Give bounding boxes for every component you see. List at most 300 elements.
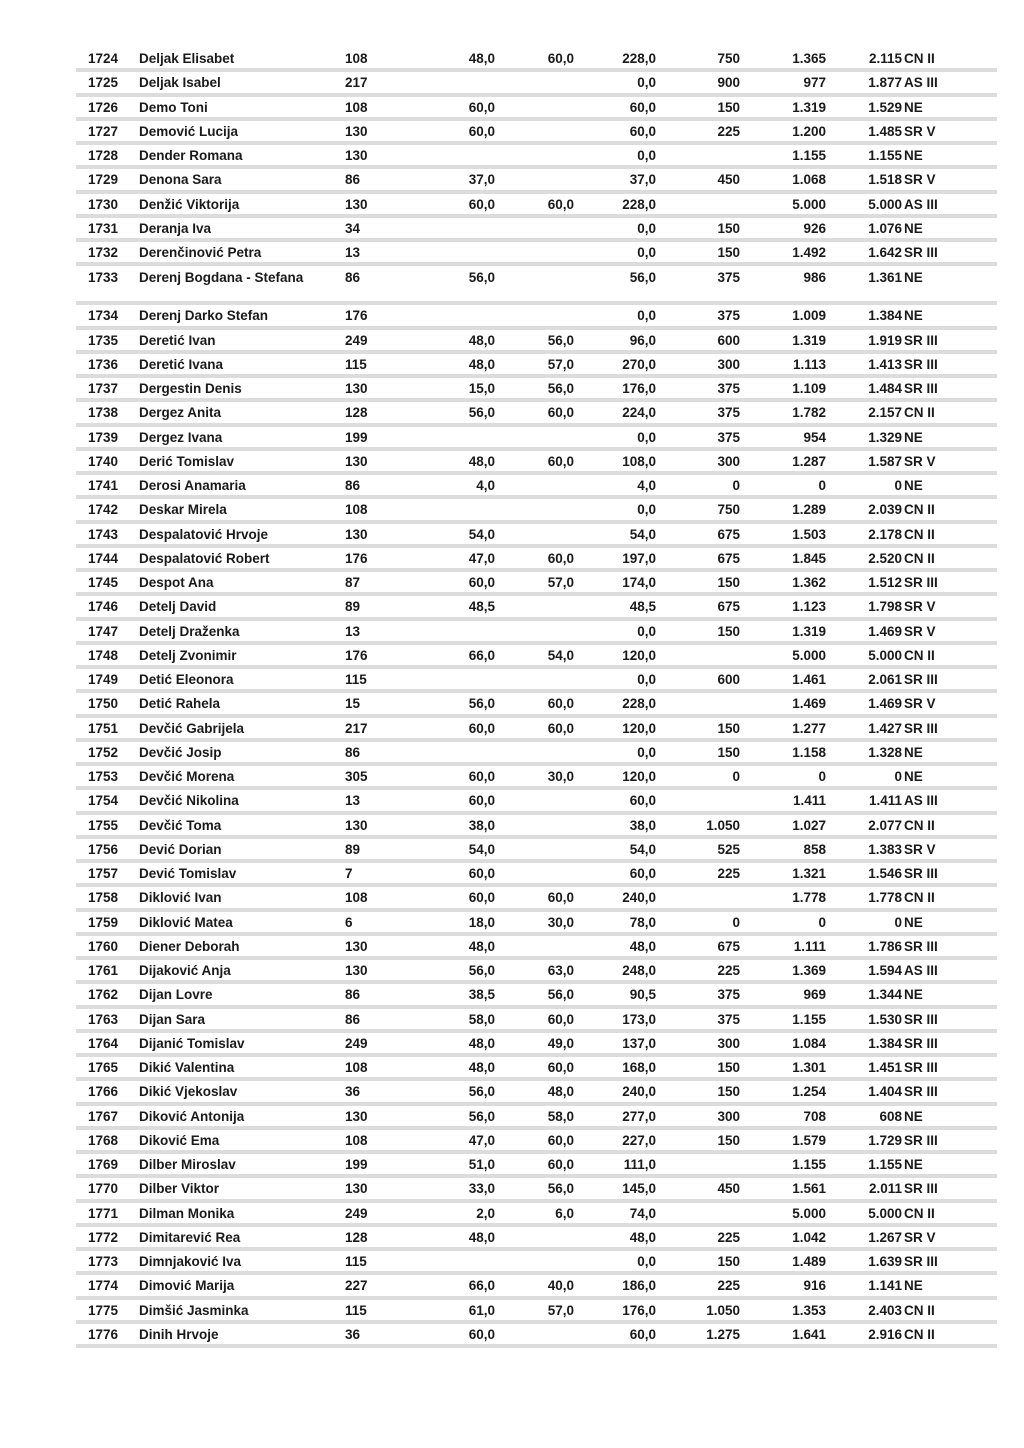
candidate-name: Devčić Nikolina xyxy=(139,793,239,809)
row-number: 1771 xyxy=(88,1205,119,1221)
amount: 1.321 xyxy=(792,866,826,881)
candidate-name: Dević Dorian xyxy=(139,841,222,857)
sum: 0 xyxy=(894,914,902,930)
code: 227 xyxy=(345,1278,368,1294)
table-row xyxy=(76,330,997,354)
score-1: 48,0 xyxy=(468,356,495,372)
amount: 1.845 xyxy=(792,550,826,566)
score-1: 4,0 xyxy=(476,478,495,493)
row-number: 1742 xyxy=(88,502,119,518)
sum: 1.642 xyxy=(868,245,902,260)
amount: 1.319 xyxy=(792,623,826,639)
code: 176 xyxy=(345,550,368,566)
code: 13 xyxy=(345,793,361,809)
category: AS III xyxy=(904,196,938,212)
category: SR III xyxy=(904,332,938,348)
amount: 926 xyxy=(803,220,826,236)
sum: 1.076 xyxy=(868,220,902,236)
total: 56,0 xyxy=(629,270,656,286)
candidate-name: Diković Antonija xyxy=(139,1108,245,1124)
code: 176 xyxy=(345,647,368,663)
amount: 1.009 xyxy=(792,308,826,324)
row-number: 1766 xyxy=(88,1084,119,1100)
amount: 1.778 xyxy=(792,890,826,906)
amount: 1.289 xyxy=(792,502,826,518)
candidate-name: Demović Lucija xyxy=(139,123,239,139)
candidate-name: Dijaković Anja xyxy=(139,963,231,978)
points: 225 xyxy=(717,1229,740,1245)
points: 225 xyxy=(717,1278,740,1294)
row-number: 1775 xyxy=(88,1302,119,1318)
total: 145,0 xyxy=(622,1181,656,1197)
score-1: 66,0 xyxy=(468,647,495,663)
candidate-name: Diklović Ivan xyxy=(139,890,222,906)
table-row xyxy=(76,499,997,523)
amount: 858 xyxy=(803,841,826,857)
sum: 2.115 xyxy=(868,51,902,66)
total: 0,0 xyxy=(637,429,656,445)
sum: 1.485 xyxy=(868,123,902,139)
score-1: 47,0 xyxy=(468,1132,495,1148)
table-row xyxy=(76,936,997,960)
total: 54,0 xyxy=(629,841,656,857)
candidate-name: Dijanić Tomislav xyxy=(139,1035,245,1051)
points: 675 xyxy=(717,599,740,615)
score-1: 56,0 xyxy=(468,696,495,712)
category: NE xyxy=(904,987,923,1003)
points: 150 xyxy=(717,1060,740,1075)
score-2: 56,0 xyxy=(547,381,574,396)
score-1: 48,0 xyxy=(468,938,495,954)
table-row xyxy=(76,742,997,766)
total: 120,0 xyxy=(622,769,656,784)
row-number: 1765 xyxy=(88,1060,119,1075)
row-number: 1772 xyxy=(88,1229,119,1245)
score-1: 48,0 xyxy=(468,51,495,66)
row-number: 1739 xyxy=(88,429,119,445)
points: 675 xyxy=(717,550,740,566)
score-1: 47,0 xyxy=(468,550,495,566)
code: 15 xyxy=(345,696,361,712)
row-number: 1767 xyxy=(88,1108,119,1124)
sum: 2.178 xyxy=(868,526,902,542)
score-1: 54,0 xyxy=(468,841,495,857)
points: 150 xyxy=(717,720,740,736)
points: 375 xyxy=(717,987,740,1003)
category: NE xyxy=(904,744,923,760)
points: 150 xyxy=(717,1254,740,1269)
sum: 608 xyxy=(879,1108,902,1124)
total: 0,0 xyxy=(637,308,656,324)
total: 54,0 xyxy=(629,526,656,542)
score-1: 60,0 xyxy=(468,769,495,784)
points: 600 xyxy=(717,332,740,348)
candidate-name: Dergestin Denis xyxy=(139,381,242,396)
sum: 0 xyxy=(894,478,902,493)
candidate-name: Dilber Miroslav xyxy=(139,1157,236,1172)
code: 115 xyxy=(345,672,367,687)
table-row xyxy=(76,402,997,426)
score-1: 56,0 xyxy=(468,963,495,978)
total: 228,0 xyxy=(622,196,656,212)
table-row xyxy=(76,815,997,839)
score-1: 60,0 xyxy=(468,793,495,809)
category: SR III xyxy=(904,1011,938,1027)
category: CN II xyxy=(904,647,935,663)
amount: 1.123 xyxy=(792,599,826,615)
total: 224,0 xyxy=(622,405,656,421)
total: 197,0 xyxy=(622,550,656,566)
row-number: 1747 xyxy=(88,623,119,639)
table-row xyxy=(76,790,997,814)
table-row xyxy=(76,1130,997,1154)
category: SR V xyxy=(904,841,936,857)
candidate-name: Diklović Matea xyxy=(139,914,233,930)
points: 1.050 xyxy=(706,817,740,833)
row-number: 1746 xyxy=(88,599,119,615)
candidate-name: Devčić Gabrijela xyxy=(139,720,245,736)
table-row xyxy=(76,1324,997,1348)
points: 675 xyxy=(717,938,740,954)
table-row xyxy=(76,169,997,193)
sum: 1.639 xyxy=(868,1254,902,1269)
score-1: 38,0 xyxy=(468,817,495,833)
row-number: 1731 xyxy=(88,220,119,236)
sum: 1.518 xyxy=(868,172,902,188)
row-number: 1774 xyxy=(88,1278,119,1294)
code: 108 xyxy=(345,502,368,518)
candidate-name: Dimović Marija xyxy=(139,1278,235,1294)
points: 1.275 xyxy=(706,1326,740,1342)
code: 86 xyxy=(345,1011,361,1027)
row-number: 1770 xyxy=(88,1181,119,1197)
candidate-name: Demo Toni xyxy=(139,99,208,115)
row-number: 1734 xyxy=(88,308,119,324)
code: 176 xyxy=(345,308,368,324)
row-number: 1750 xyxy=(88,696,119,712)
amount: 1.301 xyxy=(792,1060,826,1075)
amount: 1.277 xyxy=(792,720,826,736)
total: 176,0 xyxy=(622,1302,656,1318)
category: NE xyxy=(904,220,923,236)
sum: 2.061 xyxy=(868,672,902,687)
score-1: 66,0 xyxy=(468,1278,495,1294)
total: 0,0 xyxy=(637,623,656,639)
total: 120,0 xyxy=(622,647,656,663)
score-1: 58,0 xyxy=(468,1011,495,1027)
score-2: 60,0 xyxy=(547,720,574,736)
amount: 1.084 xyxy=(792,1035,826,1051)
total: 228,0 xyxy=(622,696,656,712)
sum: 1.919 xyxy=(868,332,902,348)
sum: 1.469 xyxy=(868,696,902,712)
row-number: 1748 xyxy=(88,647,119,663)
score-2: 60,0 xyxy=(547,196,574,212)
points: 375 xyxy=(717,1011,740,1027)
score-2: 60,0 xyxy=(547,51,574,66)
code: 86 xyxy=(345,987,361,1003)
score-1: 56,0 xyxy=(468,270,495,286)
code: 108 xyxy=(345,51,368,66)
score-2: 60,0 xyxy=(547,1011,574,1027)
candidate-name: Despalatović Robert xyxy=(139,550,270,566)
table-row xyxy=(76,621,997,645)
category: SR V xyxy=(904,696,936,712)
table-row xyxy=(76,645,997,669)
table-row xyxy=(76,1154,997,1178)
score-2: 56,0 xyxy=(547,987,574,1003)
amount: 1.113 xyxy=(792,356,826,372)
points: 375 xyxy=(717,270,740,286)
points: 900 xyxy=(717,75,740,91)
table-row xyxy=(76,475,997,499)
points: 150 xyxy=(717,575,740,590)
amount: 1.469 xyxy=(792,696,826,712)
code: 217 xyxy=(345,75,368,91)
total: 227,0 xyxy=(622,1132,656,1148)
category: NE xyxy=(904,1108,923,1124)
table-row xyxy=(76,1251,997,1275)
sum: 2.011 xyxy=(868,1181,902,1197)
amount: 5.000 xyxy=(792,1205,826,1221)
row-number: 1727 xyxy=(88,123,119,139)
sum: 2.039 xyxy=(868,502,902,518)
amount: 969 xyxy=(803,987,826,1003)
category: CN II xyxy=(904,1205,935,1221)
score-1: 60,0 xyxy=(468,196,495,212)
total: 4,0 xyxy=(637,478,656,493)
table-row xyxy=(76,72,997,96)
row-number: 1740 xyxy=(88,453,119,469)
score-2: 40,0 xyxy=(547,1278,574,1294)
table-row xyxy=(76,984,997,1008)
category: NE xyxy=(904,1157,923,1172)
score-1: 56,0 xyxy=(468,405,495,421)
candidate-name: Dilman Monika xyxy=(139,1205,235,1221)
score-1: 60,0 xyxy=(468,890,495,906)
code: 108 xyxy=(345,1060,368,1075)
points: 150 xyxy=(717,744,740,760)
code: 108 xyxy=(345,890,368,906)
row-number: 1733 xyxy=(88,270,119,286)
row-number: 1763 xyxy=(88,1011,119,1027)
candidate-name: Diener Deborah xyxy=(139,938,240,954)
total: 186,0 xyxy=(622,1278,656,1294)
category: SR III xyxy=(904,356,938,372)
table-row xyxy=(76,451,997,475)
candidate-name: Despalatović Hrvoje xyxy=(139,526,269,542)
amount: 1.782 xyxy=(792,405,826,421)
code: 89 xyxy=(345,599,361,615)
score-1: 56,0 xyxy=(468,1084,495,1100)
code: 199 xyxy=(345,429,368,445)
code: 115 xyxy=(345,356,367,372)
code: 130 xyxy=(345,817,368,833)
sum: 1.141 xyxy=(868,1278,902,1294)
total: 60,0 xyxy=(629,1326,656,1342)
total: 0,0 xyxy=(637,1254,656,1269)
amount: 1.109 xyxy=(792,381,826,396)
category: SR III xyxy=(904,381,938,396)
row-number: 1753 xyxy=(88,769,119,784)
candidate-name: Denona Sara xyxy=(139,172,222,188)
total: 90,5 xyxy=(629,987,656,1003)
amount: 1.027 xyxy=(792,817,826,833)
points: 375 xyxy=(717,381,740,396)
amount: 1.042 xyxy=(792,1229,826,1245)
category: SR III xyxy=(904,866,938,881)
sum: 1.512 xyxy=(868,575,902,590)
table-row xyxy=(76,305,997,329)
candidate-name: Despot Ana xyxy=(139,575,214,590)
candidate-name: Deretić Ivana xyxy=(139,356,224,372)
points: 750 xyxy=(717,51,740,66)
sum: 0 xyxy=(894,769,902,784)
total: 60,0 xyxy=(629,123,656,139)
candidate-name: Dijan Sara xyxy=(139,1011,206,1027)
total: 174,0 xyxy=(622,575,656,590)
amount: 1.158 xyxy=(792,744,826,760)
category: CN II xyxy=(904,550,935,566)
table-row xyxy=(76,596,997,620)
sum: 5.000 xyxy=(868,647,902,663)
score-2: 60,0 xyxy=(547,453,574,469)
amount: 1.489 xyxy=(792,1254,826,1269)
table-row xyxy=(76,524,997,548)
amount: 1.319 xyxy=(792,332,826,348)
total: 60,0 xyxy=(629,866,656,881)
row-number: 1757 xyxy=(88,866,119,881)
score-2: 63,0 xyxy=(547,963,574,978)
points: 150 xyxy=(717,245,740,260)
candidate-name: Detelj Zvonimir xyxy=(139,647,237,663)
candidate-name: Detelj David xyxy=(139,599,217,615)
category: CN II xyxy=(904,502,935,518)
table-row xyxy=(76,548,997,572)
amount: 1.068 xyxy=(792,172,826,188)
score-2: 48,0 xyxy=(547,1084,574,1100)
sum: 1.546 xyxy=(868,866,902,881)
row-number: 1773 xyxy=(88,1254,119,1269)
table-row xyxy=(76,912,997,936)
points: 0 xyxy=(732,478,740,493)
table-row xyxy=(76,1009,997,1033)
amount: 1.411 xyxy=(792,793,826,809)
candidate-name: Dinih Hrvoje xyxy=(139,1326,219,1342)
total: 176,0 xyxy=(622,381,656,396)
candidate-name: Dilber Viktor xyxy=(139,1181,220,1197)
total: 38,0 xyxy=(629,817,656,833)
score-2: 60,0 xyxy=(547,550,574,566)
score-1: 60,0 xyxy=(468,575,495,590)
candidate-name: Derenčinović Petra xyxy=(139,245,262,260)
score-1: 38,5 xyxy=(468,987,495,1003)
sum: 1.530 xyxy=(868,1011,902,1027)
total: 0,0 xyxy=(637,75,656,91)
score-2: 30,0 xyxy=(547,914,574,930)
total: 137,0 xyxy=(622,1035,656,1051)
amount: 1.461 xyxy=(792,672,826,687)
row-number: 1736 xyxy=(88,356,119,372)
row-number: 1726 xyxy=(88,99,119,115)
table-row xyxy=(76,48,997,72)
category: CN II xyxy=(904,1302,935,1318)
candidate-name: Deranja Iva xyxy=(139,220,212,236)
points: 300 xyxy=(717,356,740,372)
category: AS III xyxy=(904,793,938,809)
candidate-name: Detelj Draženka xyxy=(139,623,240,639)
candidate-name: Diković Ema xyxy=(139,1132,220,1148)
row-number: 1735 xyxy=(88,332,119,348)
code: 305 xyxy=(345,769,368,784)
code: 249 xyxy=(345,1035,368,1051)
candidate-name: Dimnjaković Iva xyxy=(139,1254,242,1269)
category: SR V xyxy=(904,172,936,188)
code: 130 xyxy=(345,1108,368,1124)
table-row xyxy=(76,718,997,742)
score-1: 15,0 xyxy=(468,381,495,396)
code: 86 xyxy=(345,172,361,188)
amount: 1.641 xyxy=(792,1326,826,1342)
total: 0,0 xyxy=(637,672,656,687)
candidate-name: Detić Rahela xyxy=(139,696,221,712)
table-row xyxy=(76,1033,997,1057)
points: 150 xyxy=(717,1132,740,1148)
code: 115 xyxy=(345,1302,367,1318)
amount: 5.000 xyxy=(792,647,826,663)
sum: 2.157 xyxy=(868,405,902,421)
score-1: 60,0 xyxy=(468,1326,495,1342)
sum: 1.778 xyxy=(868,890,902,906)
points: 375 xyxy=(717,429,740,445)
code: 130 xyxy=(345,938,368,954)
sum: 1.587 xyxy=(868,453,902,469)
code: 130 xyxy=(345,148,368,163)
score-1: 48,0 xyxy=(468,1060,495,1075)
score-2: 60,0 xyxy=(547,890,574,906)
amount: 1.200 xyxy=(792,123,826,139)
table-row xyxy=(76,839,997,863)
row-number: 1728 xyxy=(88,148,119,163)
table-row xyxy=(76,887,997,911)
total: 270,0 xyxy=(622,356,656,372)
sum: 1.384 xyxy=(868,1035,902,1051)
category: SR III xyxy=(904,672,938,687)
score-1: 37,0 xyxy=(468,172,495,188)
row-number: 1758 xyxy=(88,890,119,906)
score-2: 60,0 xyxy=(547,1132,574,1148)
total: 0,0 xyxy=(637,744,656,760)
code: 130 xyxy=(345,453,368,469)
amount: 1.362 xyxy=(792,575,826,590)
category: NE xyxy=(904,1278,923,1294)
amount: 0 xyxy=(818,914,826,930)
points: 300 xyxy=(717,1035,740,1051)
row-number: 1741 xyxy=(88,478,119,493)
sum: 5.000 xyxy=(868,196,902,212)
points: 150 xyxy=(717,99,740,115)
candidate-name: Deskar Mirela xyxy=(139,502,227,518)
candidate-name: Deljak Elisabet xyxy=(139,51,235,66)
table-row xyxy=(76,266,997,305)
row-number: 1730 xyxy=(88,196,119,212)
code: 115 xyxy=(345,1254,367,1269)
table-row xyxy=(76,354,997,378)
sum: 1.329 xyxy=(868,429,902,445)
category: SR V xyxy=(904,453,936,469)
category: NE xyxy=(904,429,923,445)
score-1: 60,0 xyxy=(468,720,495,736)
